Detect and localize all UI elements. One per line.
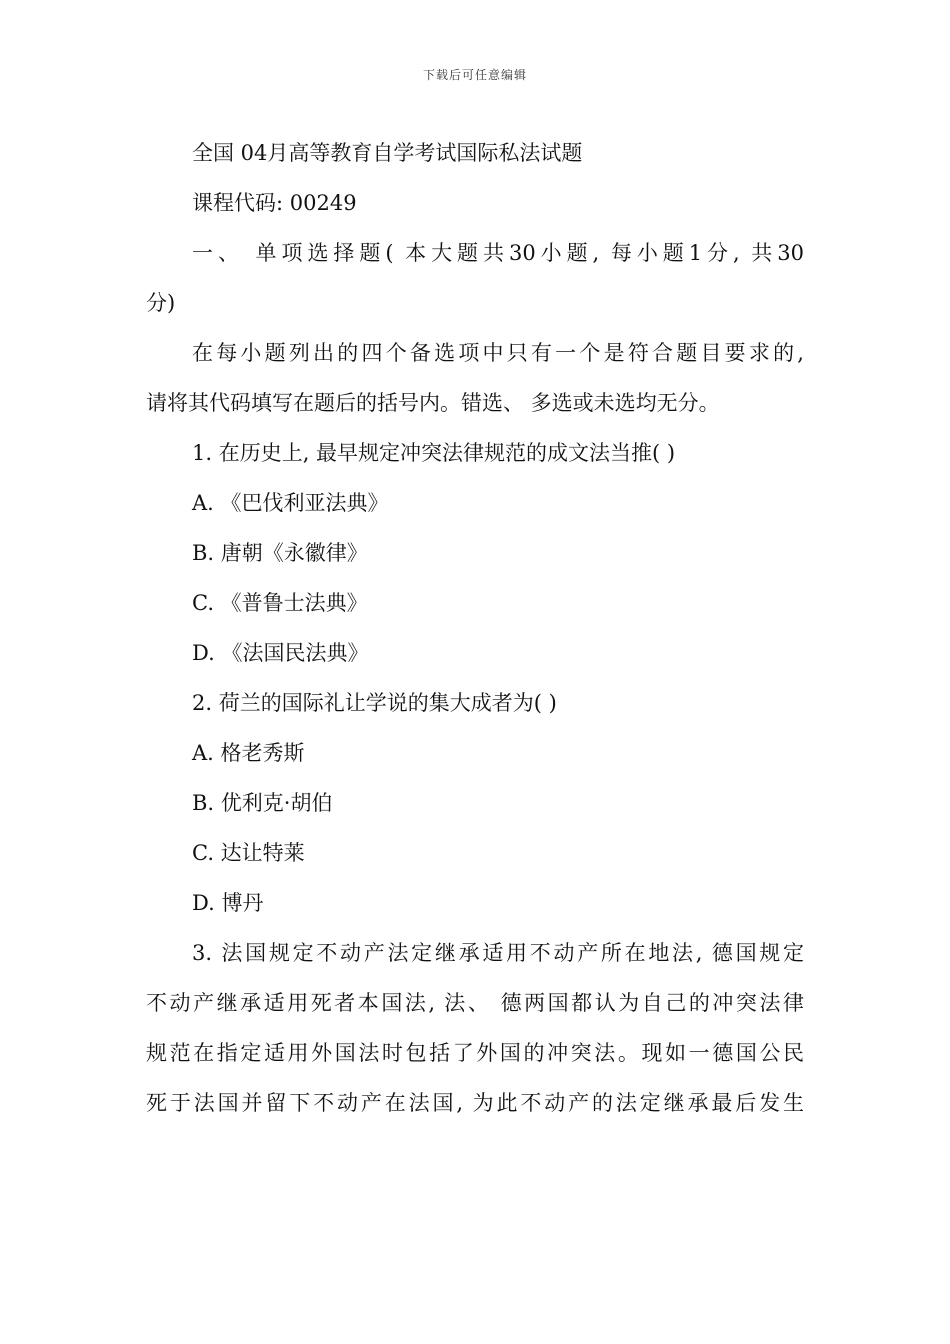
question-1-option-a: A. 《巴伐利亚法典》	[192, 491, 389, 515]
question-1-stem: 1. 在历史上, 最早规定冲突法律规范的成文法当推( )	[192, 441, 676, 465]
course-code: 课程代码: 00249	[192, 191, 357, 215]
question-2-option-a: A. 格老秀斯	[192, 741, 305, 765]
question-3-stem-line-2: 不动产继承适用死者本国法, 法、 德两国都认为自己的冲突法律	[146, 991, 804, 1015]
question-3-stem-line-4: 死于法国并留下不动产在法国, 为此不动产的法定继承最后发生	[146, 1091, 804, 1115]
question-1-option-d: D. 《法国民法典》	[192, 641, 369, 665]
question-2-option-d: D. 博丹	[192, 891, 264, 915]
question-3-stem-line-3: 规范在指定适用外国法时包括了外国的冲突法。现如一德国公民	[146, 1041, 804, 1065]
header-note: 下载后可任意编辑	[422, 68, 527, 82]
section-heading-line-1: 一、 单项选择题( 本大题共30小题, 每小题1分, 共30	[192, 241, 804, 265]
question-2-stem: 2. 荷兰的国际礼让学说的集大成者为( )	[192, 691, 557, 715]
question-1-option-b: B. 唐朝《永徽律》	[192, 541, 368, 565]
instruction-line-2: 请将其代码填写在题后的括号内。错选、 多选或未选均无分。	[146, 391, 720, 415]
question-2-option-b: B. 优利克·胡伯	[192, 791, 333, 815]
document-title: 全国 04月高等教育自学考试国际私法试题	[192, 141, 583, 165]
question-1-option-c: C. 《普鲁士法典》	[192, 591, 368, 615]
section-heading-line-2: 分)	[146, 291, 176, 315]
question-3-stem-line-1: 3. 法国规定不动产法定继承适用不动产所在地法, 德国规定	[192, 941, 804, 965]
question-2-option-c: C. 达让特莱	[192, 841, 305, 865]
instruction-line-1: 在每小题列出的四个备选项中只有一个是符合题目要求的,	[192, 341, 804, 365]
